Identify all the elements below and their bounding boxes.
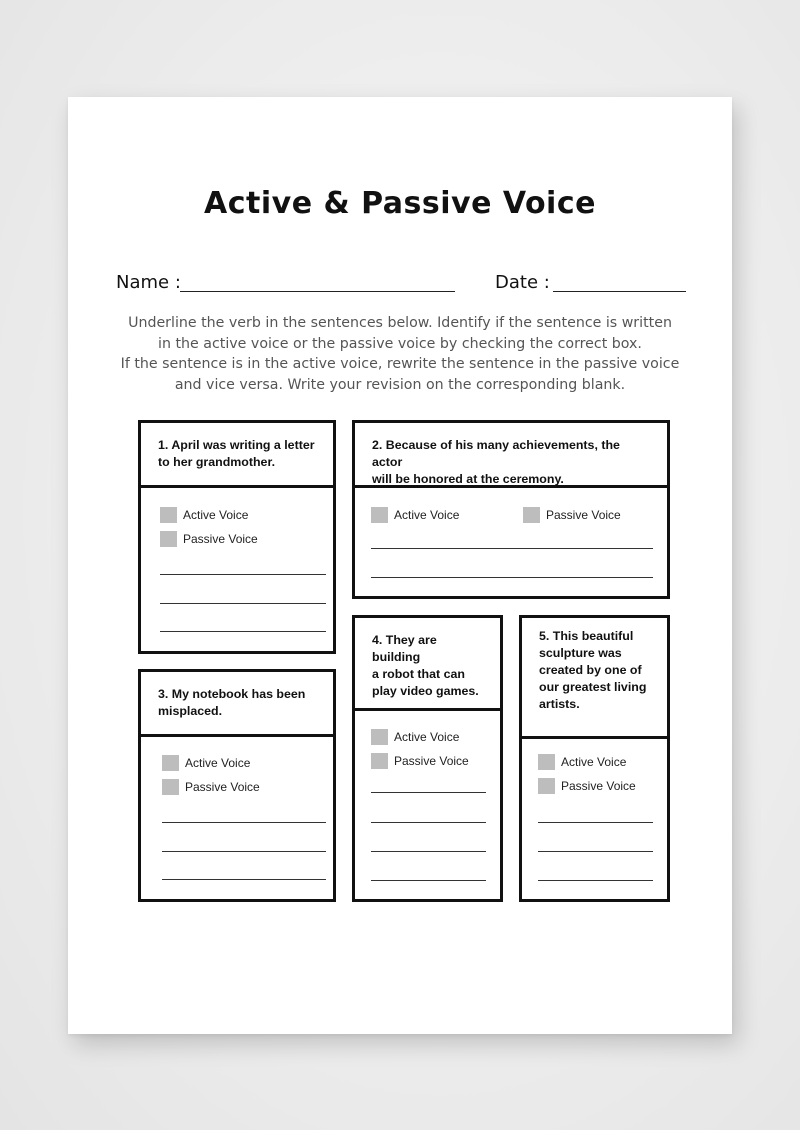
name-label: Name : [116, 272, 181, 293]
question-card-2 [352, 420, 670, 599]
answer-line[interactable] [162, 879, 326, 880]
checkbox[interactable] [162, 755, 179, 771]
question-card-5 [519, 615, 670, 902]
passive-voice-option[interactable]: Passive Voice [371, 753, 469, 769]
passive-voice-option[interactable]: Passive Voice [162, 779, 260, 795]
checkbox[interactable] [538, 754, 555, 770]
question-text: 4. They are building a robot that can play video games. [355, 618, 500, 711]
passive-voice-option[interactable]: Passive Voice [538, 778, 636, 794]
checkbox[interactable] [160, 531, 177, 547]
question-card-1 [138, 420, 336, 654]
question-text: 5. This beautiful sculpture was created by one of our greatest living artists. [522, 618, 667, 739]
answer-line[interactable] [160, 574, 326, 575]
answer-line[interactable] [371, 792, 486, 793]
answer-line[interactable] [371, 822, 486, 823]
answer-line[interactable] [538, 822, 653, 823]
instruction-line: in the active voice or the passive voice by checking the correct box. [158, 335, 642, 352]
checkbox[interactable] [371, 753, 388, 769]
checkbox[interactable] [371, 507, 388, 523]
instruction-line: Underline the verb in the sentences below. Identify if the sentence is written [128, 315, 672, 331]
checkbox[interactable] [162, 779, 179, 795]
answer-line[interactable] [162, 822, 326, 823]
checkbox[interactable] [538, 778, 555, 794]
active-voice-option[interactable]: Active Voice [371, 507, 459, 523]
answer-line[interactable] [371, 577, 653, 578]
active-voice-option[interactable]: Active Voice [538, 754, 626, 770]
checkbox[interactable] [523, 507, 540, 523]
worksheet-title: Active & Passive Voice [204, 186, 596, 221]
answer-line[interactable] [538, 880, 653, 881]
active-voice-option[interactable]: Active Voice [160, 507, 248, 523]
active-voice-option[interactable]: Active Voice [162, 755, 250, 771]
checkbox[interactable] [371, 729, 388, 745]
instruction-line: If the sentence is in the active voice, rewrite the sentence in the passive voice [120, 356, 680, 373]
answer-line[interactable] [538, 851, 653, 852]
answer-line[interactable] [371, 851, 486, 852]
question-text: 2. Because of his many achievements, the actor will be honored at the ceremony. [355, 423, 667, 488]
instruction-line: and vice versa. Write your revision on the corresponding blank. [174, 376, 626, 393]
passive-voice-option[interactable]: Passive Voice [523, 507, 621, 523]
question-card-4 [352, 615, 503, 902]
answer-line[interactable] [371, 880, 486, 881]
instructions [110, 313, 690, 395]
question-text: 1. April was writing a letter to her grandmother. [141, 423, 333, 488]
date-label: Date : [495, 272, 550, 293]
answer-line[interactable] [162, 851, 326, 852]
name-field[interactable] [180, 291, 455, 292]
question-card-3 [138, 669, 336, 902]
active-voice-option[interactable]: Active Voice [371, 729, 459, 745]
question-text: 3. My notebook has been misplaced. [141, 672, 333, 737]
date-field[interactable] [553, 291, 686, 292]
checkbox[interactable] [160, 507, 177, 523]
passive-voice-option[interactable]: Passive Voice [160, 531, 258, 547]
answer-line[interactable] [371, 548, 653, 549]
answer-line[interactable] [160, 631, 326, 632]
answer-line[interactable] [160, 603, 326, 604]
